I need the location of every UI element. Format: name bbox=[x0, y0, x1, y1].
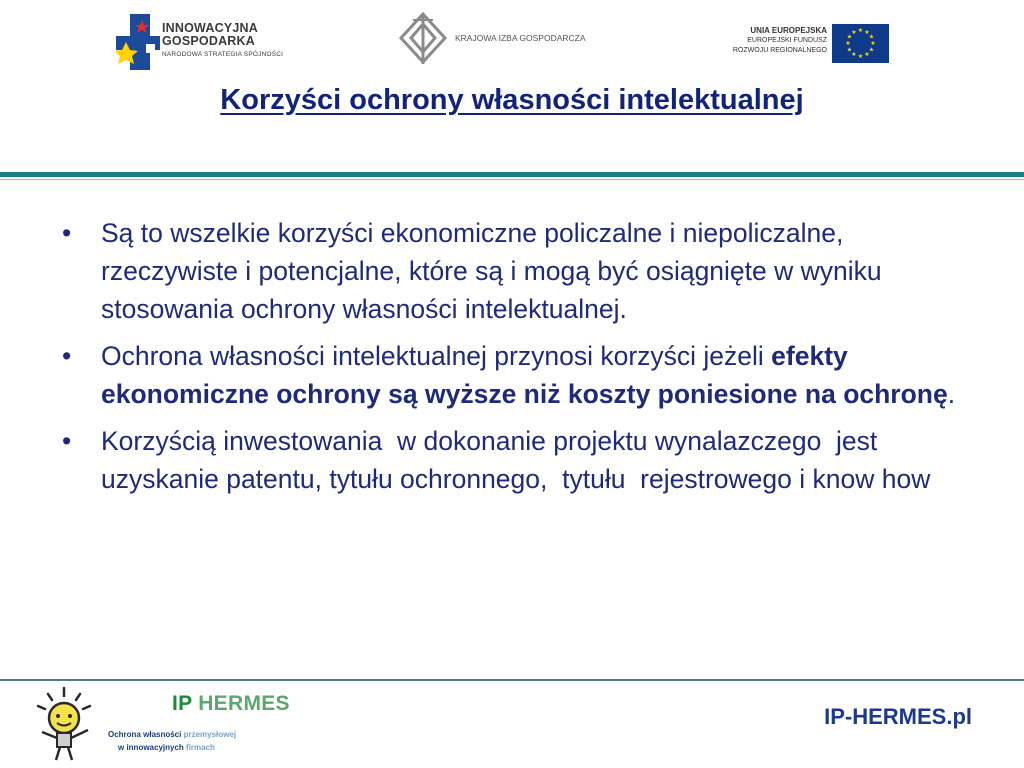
svg-text:★: ★ bbox=[851, 51, 857, 58]
ue-line: EUROPEJSKI FUNDUSZ bbox=[747, 37, 827, 44]
bullet-bold-text: efekty ekonomiczne ochrony są wyższe niż koszty poniesione na ochronę bbox=[101, 341, 948, 409]
bullet-item bbox=[58, 422, 978, 498]
page-title: Korzyści ochrony własności intelektualnej bbox=[220, 84, 804, 116]
svg-text:★: ★ bbox=[864, 29, 870, 36]
header-divider-thin bbox=[0, 179, 1024, 180]
bullet-icon: • bbox=[62, 426, 72, 456]
bullet-item bbox=[58, 337, 978, 413]
logo-line: GOSPODARKA bbox=[162, 34, 255, 48]
krajowa-izba-gospodarcza-logo bbox=[397, 12, 602, 66]
ue-line: ROZWOJU REGIONALNEGO bbox=[732, 47, 827, 54]
svg-text:★: ★ bbox=[864, 51, 870, 58]
svg-text:★: ★ bbox=[868, 33, 875, 41]
innowacyjna-gospodarka-logo bbox=[116, 14, 291, 70]
ip-hermes-tagline-2: w innowacyjnych firmach bbox=[118, 743, 215, 752]
svg-text:★: ★ bbox=[857, 53, 864, 60]
ip-hermes-wordmark: IP HERMES bbox=[172, 692, 290, 715]
bullet-item bbox=[58, 214, 978, 328]
ip-hermes-logo bbox=[30, 686, 310, 764]
svg-text:★: ★ bbox=[857, 27, 864, 34]
footer-divider bbox=[0, 679, 1024, 681]
bullet-text-end: . bbox=[947, 379, 956, 409]
svg-text:★: ★ bbox=[846, 33, 853, 41]
unia-europejska-logo bbox=[728, 22, 893, 66]
kig-emblem-icon bbox=[397, 12, 449, 66]
kig-label: KRAJOWA IZBA GOSPODARCZA bbox=[455, 33, 586, 43]
website-url: IP-HERMES.pl bbox=[824, 704, 972, 729]
header-divider bbox=[0, 172, 1024, 177]
logo-line: NARODOWA STRATEGIA SPÓJNOŚCI bbox=[162, 51, 284, 58]
svg-text:★: ★ bbox=[845, 40, 851, 47]
bullet-text: Korzyścią inwestowania w dokonanie projektu wynalazczego jest uzyskanie patentu, tytułu ochronnego, tytułu rejestrowego i know how bbox=[101, 426, 931, 494]
svg-text:★: ★ bbox=[870, 40, 876, 47]
logo-line: INNOWACYJNA bbox=[162, 21, 258, 35]
lightbulb-mascot-icon bbox=[30, 686, 100, 762]
bullet-text: Ochrona własności intelektualnej przynosi korzyści jeżeli bbox=[101, 341, 772, 371]
svg-text:★: ★ bbox=[851, 29, 857, 36]
star-flag-icon bbox=[116, 14, 160, 70]
eu-flag-icon bbox=[832, 24, 889, 63]
svg-text:★: ★ bbox=[846, 46, 853, 54]
bullet-list bbox=[58, 214, 978, 507]
bullet-icon: • bbox=[62, 341, 72, 371]
ue-line: UNIA EUROPEJSKA bbox=[750, 26, 827, 35]
bullet-icon: • bbox=[62, 218, 72, 248]
svg-text:★: ★ bbox=[868, 46, 875, 54]
ip-hermes-tagline-1: Ochrona własności przemysłowej bbox=[108, 730, 237, 739]
bullet-text: Są to wszelkie korzyści ekonomiczne policzalne i niepoliczalne, rzeczywiste i potencjalne, które są i mogą być osiągnięte w wyniku stosowania ochrony własności intelektualnej. bbox=[101, 218, 882, 324]
